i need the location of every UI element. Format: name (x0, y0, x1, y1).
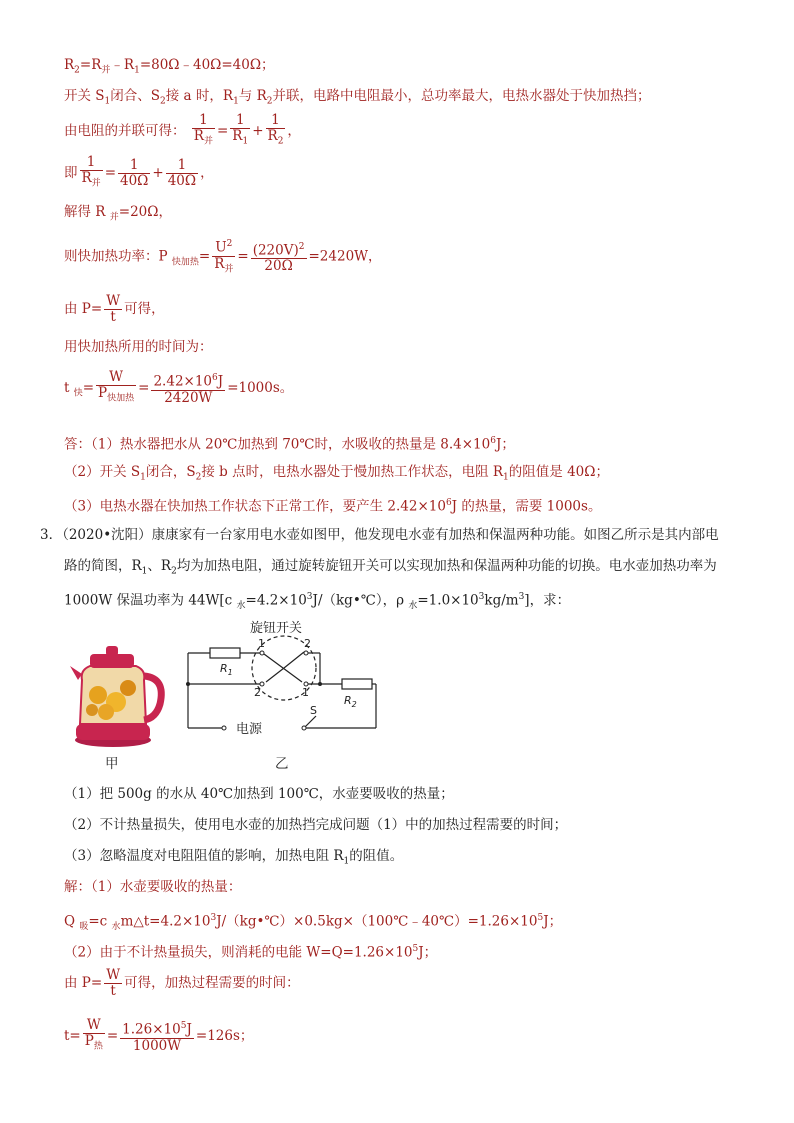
solution-line-r2: $R_2=R_并﹣R_1=80\Omega﹣40\Omega=40\Omega$； (64, 57, 275, 76)
solution-line-r-parallel: 解得 R $_并$=20Ω， (64, 204, 172, 223)
terminal-2-bottom: 2 (254, 686, 261, 699)
caption-jia: 甲 (105, 756, 119, 772)
solution-3-p-formula: 由 P= $\frac{W}{t}$ 可得，加热过程需要的时间： (64, 967, 300, 999)
r2-label: $R_2$ (344, 694, 357, 709)
solution-line-fast-power: 则快加热功率：P $_{快加热}$= $\frac{U^2}{R_并}$ = $\frac{(220V)^2}{20\Omega}$ =2420W， (64, 239, 382, 275)
r1-label: $R_1$ (220, 662, 233, 677)
knob-switch-label: 旋钮开关 (250, 621, 303, 636)
terminal-1-bottom: 1 (302, 686, 309, 699)
power-source-label: 电源 (236, 722, 263, 737)
question-3-line1: 3．（2020•沈阳）康康家有一台家用电水壶如图甲，他发现电水壶有加热和保温两种功能。如图乙所示是其内部电 (40, 527, 719, 543)
circuit-diagram (180, 616, 390, 746)
kettle-image (68, 640, 168, 752)
solution-line-switch-a: 开关 $S_1$闭合、$S_2$接 a 时，$R_1$与 $R_2$并联，电路中电阻最小，总功率最大，电热水器处于快加热挡； (64, 88, 651, 107)
solution-3-intro: 解：（1）水壶要吸收的热量： (64, 879, 242, 895)
terminal-1-top: 1 (258, 637, 265, 650)
solution-line-p-formula: 由 P= $\frac{W}{t}$ 可得， (64, 293, 165, 325)
solution-line-fast-time: t $_快$= $\frac{W}{P_{快加热}}$ = $\frac{2.42\times 10^6J}{2420W}$ =1000s。 (64, 369, 294, 406)
solution-line-substitute: 即 $\frac{1}{R_并}$ = $\frac{1}{40\Omega}$ + $\frac{1}{40\Omega}$ ， (64, 154, 214, 189)
sub-question-2: （2）不计热量损失，使用电水壶的加热挡完成问题（1）中的加热过程需要的时间； (64, 817, 568, 833)
question-3-line2: 路的简图，$R_1$、$R_2$均为加热电阻，通过旋转旋钮开关可以实现加热和保温两种功能的切换。电水壶加热功率为 (64, 558, 717, 577)
caption-yi: 乙 (275, 756, 289, 772)
solution-line-time-intro: 用快加热所用的时间为： (64, 339, 213, 355)
question-3-line3: 1000W 保温功率为 44W[c $_水=4.2\times 10^3J/(kg•℃)$，ρ $_水=1.0\times 10^3kg/m^3$]，求： (64, 592, 571, 612)
sub-question-3: （3）忽略温度对电阻阻值的影响，加热电阻 $R_1$的阻值。 (64, 848, 404, 867)
solution-3-time: t= $\frac{W}{P_热}$ = $\frac{1.26\times 10^5J}{1000W}$ =126s； (64, 1017, 254, 1054)
answer-3: （3）电热水器在快加热工作状态下正常工作，要产生 $2.42\times 10^6J$ 的热量，需要 1000s。 (64, 498, 602, 515)
solution-3-energy: （2）由于不计热量损失，则消耗的电能 $W=Q=1.26\times 10^5J$； (64, 944, 438, 961)
sub-question-1: （1）把 500g 的水从 40℃加热到 100℃，水壶要吸收的热量； (64, 786, 454, 802)
answer-1: 答：（1）热水器把水从 20℃加热到 70℃时，水吸收的热量是 $8.4\times 10^6J$； (64, 436, 515, 453)
solution-3-heat: Q $_吸$=c $_水m\triangle t=4.2\times 10^3J/(kg•℃)\times 0.5kg\times(100℃﹣40℃)=1.26\times 10^5J$； (64, 913, 563, 933)
solution-line-parallel-formula: 由电阻的并联可得： $\frac{1}{R_并}$ = $\frac{1}{R_1}$ + $\frac{1}{R_2}$ ， (64, 112, 301, 147)
answer-2: （2）开关 $S_1$闭合，$S_2$接 b 点时，电热水器处于慢加热工作状态，电阻 $R_1$的阻值是 40Ω； (64, 464, 609, 483)
switch-s-label: S (310, 704, 317, 717)
terminal-2-top: 2 (304, 637, 311, 650)
